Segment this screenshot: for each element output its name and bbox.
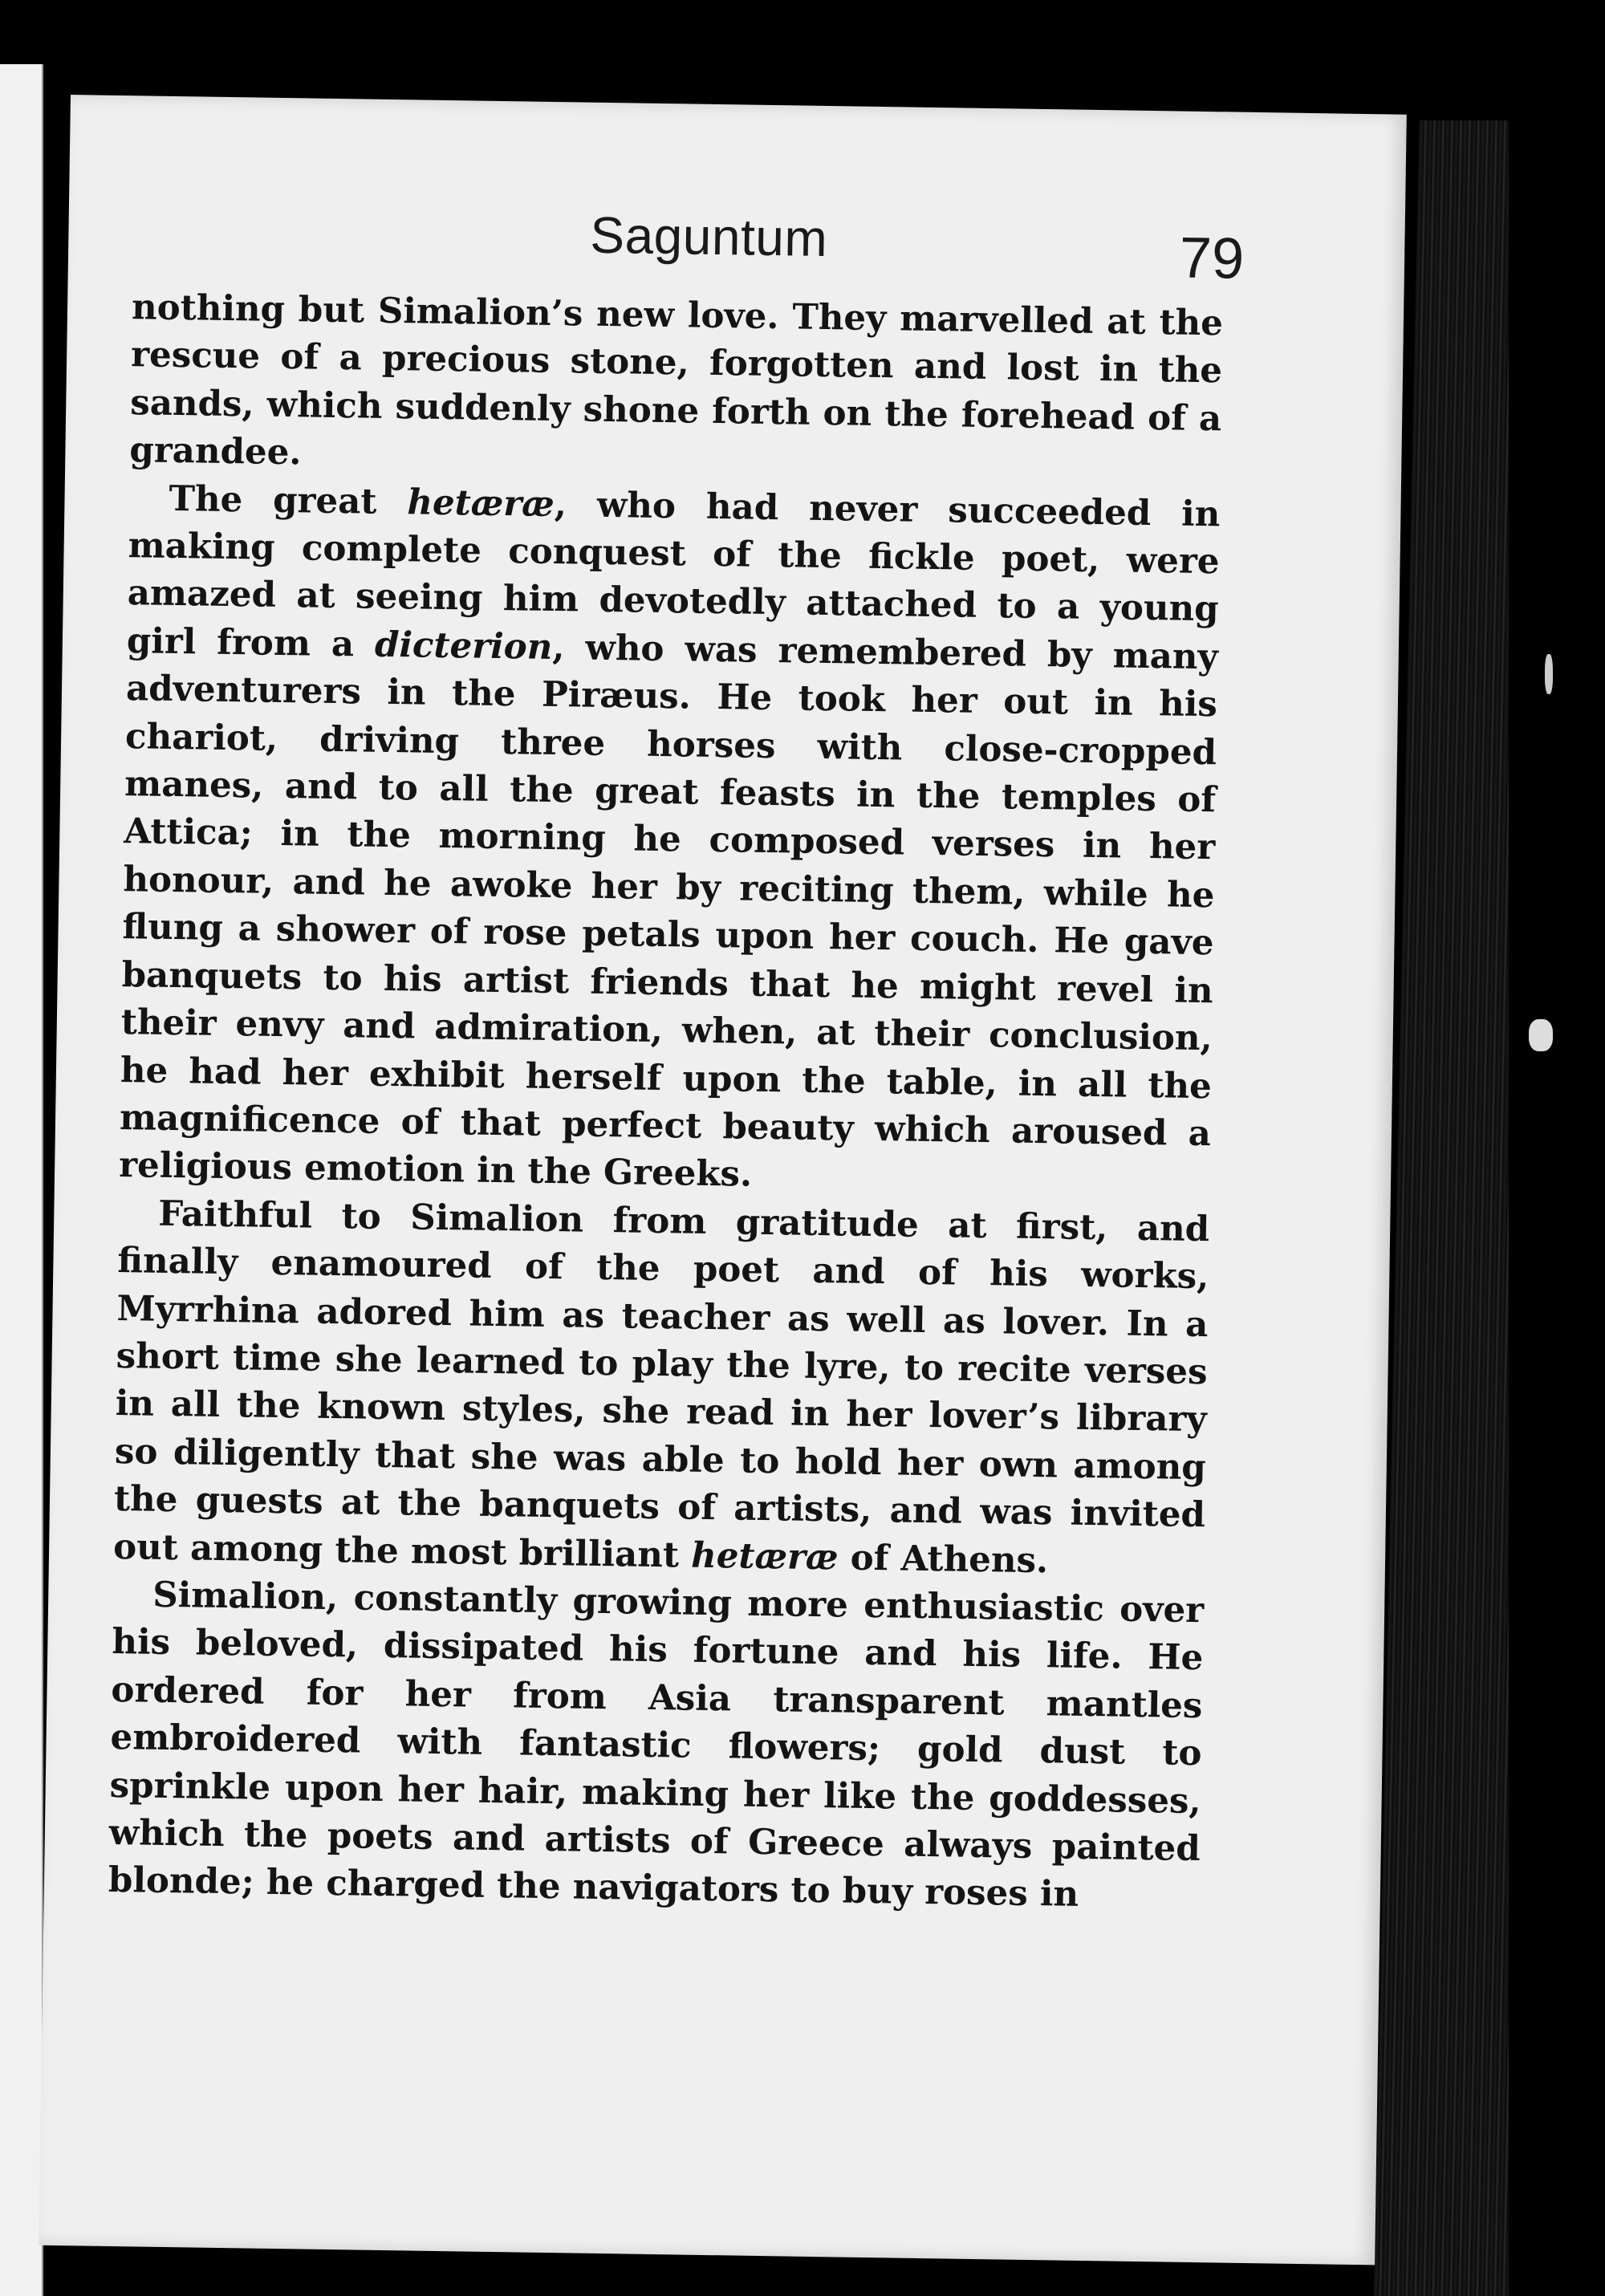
text-run: of Athens. [838, 1536, 1049, 1581]
text-run: Simalion, constantly growing more enthusiastic over his beloved, dissipated his fortune and his life. He ordered for her from Asia transparent mantles embroidered with fantastic flowers; gold dust to sprinkle upon her hair, making her like the goddesses, which the poets and artists of Greece always painted blonde; he charged the navigators to buy roses in [108, 1574, 1205, 1916]
paragraph [119, 474, 1221, 1205]
page-header [132, 198, 1245, 295]
text-run: nothing but Simalion’s new love. They marvelled at the rescue of a precious stone, forgotten and lost in the sands, which suddenly shone forth on the forehead of a grandee. [129, 286, 1224, 473]
blemish [1545, 654, 1553, 694]
left-page-edge [0, 64, 43, 2296]
text-run: Faithful to Simalion from gratitude at first, and finally enamoured of the poet and of his works, Myrrhina adored him as teacher as well as lover. In a short time she learned to play the lyre, to recite verses in all the known styles, she read in her lover’s library so diligently that she was able to hold her own among the guests at the banquets of artists, and was invited out among the most brilliant [112, 1193, 1210, 1576]
italic-term: dicterion [374, 624, 553, 668]
body-text [108, 283, 1224, 1920]
scan-background [1509, 0, 1605, 2296]
text-run: , who had never succeeded in making complete conquest of the fickle poet, were amazed at seeing him devotedly attached to a young girl from a [126, 483, 1221, 665]
italic-term: hetæræ [690, 1534, 839, 1578]
paragraph [129, 283, 1223, 490]
text-run: , who was remembered by many adventurers in the Piræus. He took her out in his chariot, driving three horses with close-cropped manes, and to all the great feasts in the temples of Attica; in the morning he composed verses in her honour, and he awoke her by reciting them, while he flung a shower of rose petals upon her couch. He gave banquets to his artist friends that he might revel in their envy and admiration, when, at their conclusion, he had her exhibit herself upon the table, in all the magnificence of that perfect beauty which aroused a religious emotion in the Greeks. [118, 626, 1219, 1196]
page-content [108, 198, 1245, 1920]
paragraph [113, 1189, 1210, 1587]
blemish [1529, 1019, 1553, 1051]
paragraph [108, 1571, 1205, 1920]
italic-term: hetæræ [407, 481, 555, 525]
page-number: 79 [1179, 226, 1245, 291]
book-page [39, 95, 1407, 2265]
text-run: The great [169, 477, 408, 522]
running-title: Saguntum [589, 205, 828, 268]
